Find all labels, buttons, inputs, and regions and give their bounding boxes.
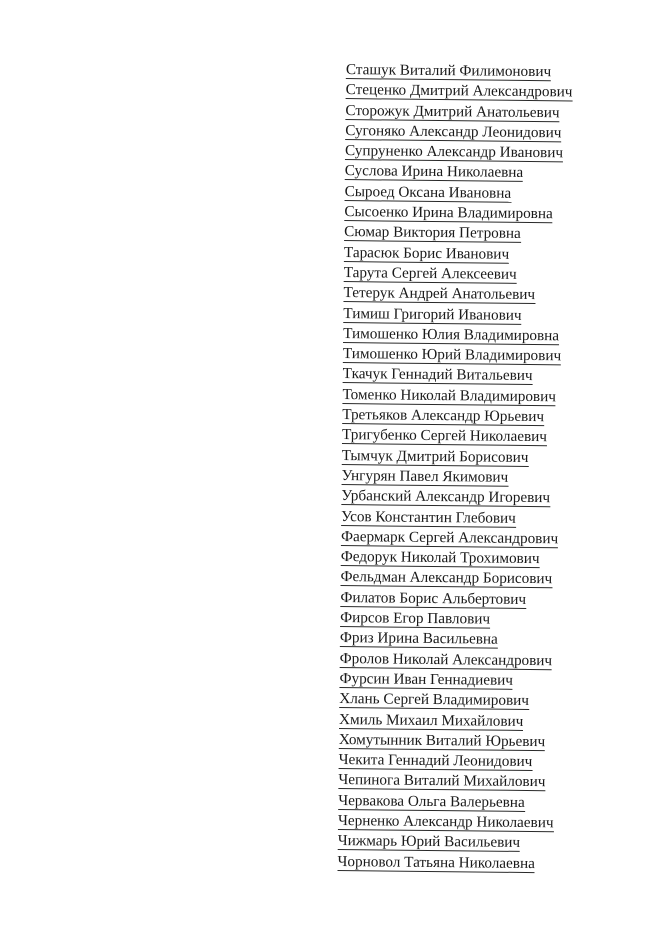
- name-item: Тарута Сергей Алексеевич: [343, 264, 517, 283]
- name-item: Федорук Николай Трохимович: [340, 548, 540, 568]
- name-item: Червакова Ольга Валерьевна: [338, 791, 525, 811]
- name-item: Филатов Борис Альбертович: [340, 588, 527, 608]
- name-item: Тымчук Дмитрий Борисович: [341, 446, 529, 466]
- name-item: Фирсов Егор Павлович: [340, 609, 491, 628]
- name-item: Урбанский Александр Игоревич: [341, 487, 551, 507]
- name-item: Сташук Виталий Филимонович: [345, 61, 552, 81]
- name-item: Третьяков Александр Юрьевич: [342, 406, 545, 426]
- name-item: Тимошенко Юрий Владимирович: [342, 345, 562, 365]
- name-item: Унгурян Павел Якимович: [341, 466, 509, 486]
- name-item: Хомутынник Виталий Юрьевич: [338, 730, 546, 750]
- name-item: Томенко Николай Владимирович: [342, 385, 557, 406]
- name-item: Тригубенко Сергей Николаевич: [341, 426, 548, 446]
- name-item: Стеценко Дмитрий Александрович: [345, 81, 573, 101]
- name-item: Чепинога Виталий Михайлович: [338, 771, 546, 791]
- name-item: Сугоняко Александр Леонидович: [345, 121, 562, 142]
- name-item: Тимошенко Юлия Владимировна: [343, 324, 560, 345]
- name-item: Фриз Ирина Васильевна: [339, 629, 498, 648]
- name-item: Сысоенко Ирина Владимировна: [344, 203, 553, 223]
- name-item: Сторожук Дмитрий Анатольевич: [345, 101, 560, 121]
- name-item: Тимиш Григорий Иванович: [343, 304, 522, 324]
- name-item: Супруненко Александр Иванович: [344, 142, 564, 162]
- signatory-name-list: [331, 60, 659, 875]
- name-item: Тетерук Андрей Анатольевич: [343, 284, 536, 304]
- name-item: Усов Константин Глебович: [341, 507, 516, 527]
- name-item: Ткачук Геннадий Витальевич: [342, 365, 533, 385]
- name-item: Чекита Геннадий Леонидович: [338, 751, 533, 771]
- name-item: Фролов Николай Александрович: [339, 649, 553, 669]
- name-item: Черненко Александр Николаевич: [337, 812, 554, 832]
- name-item: Чижмарь Юрий Васильевич: [337, 832, 521, 852]
- name-item: Сыроед Оксана Ивановна: [344, 182, 512, 202]
- name-item: Хмиль Михаил Михайлович: [339, 710, 524, 730]
- name-item: Фельдман Александр Борисович: [340, 568, 553, 588]
- name-item: Фаермарк Сергей Александрович: [340, 527, 559, 548]
- name-item: Суслова Ирина Николаевна: [344, 162, 524, 182]
- name-item: Чорновол Татьяна Николаевна: [337, 852, 535, 872]
- name-item: Тарасюк Борис Иванович: [343, 243, 510, 263]
- name-item: Хлань Сергей Владимирович: [339, 690, 530, 710]
- name-item: Фурсин Иван Геннадиевич: [339, 669, 514, 689]
- name-item: Сюмар Виктория Петровна: [344, 223, 521, 243]
